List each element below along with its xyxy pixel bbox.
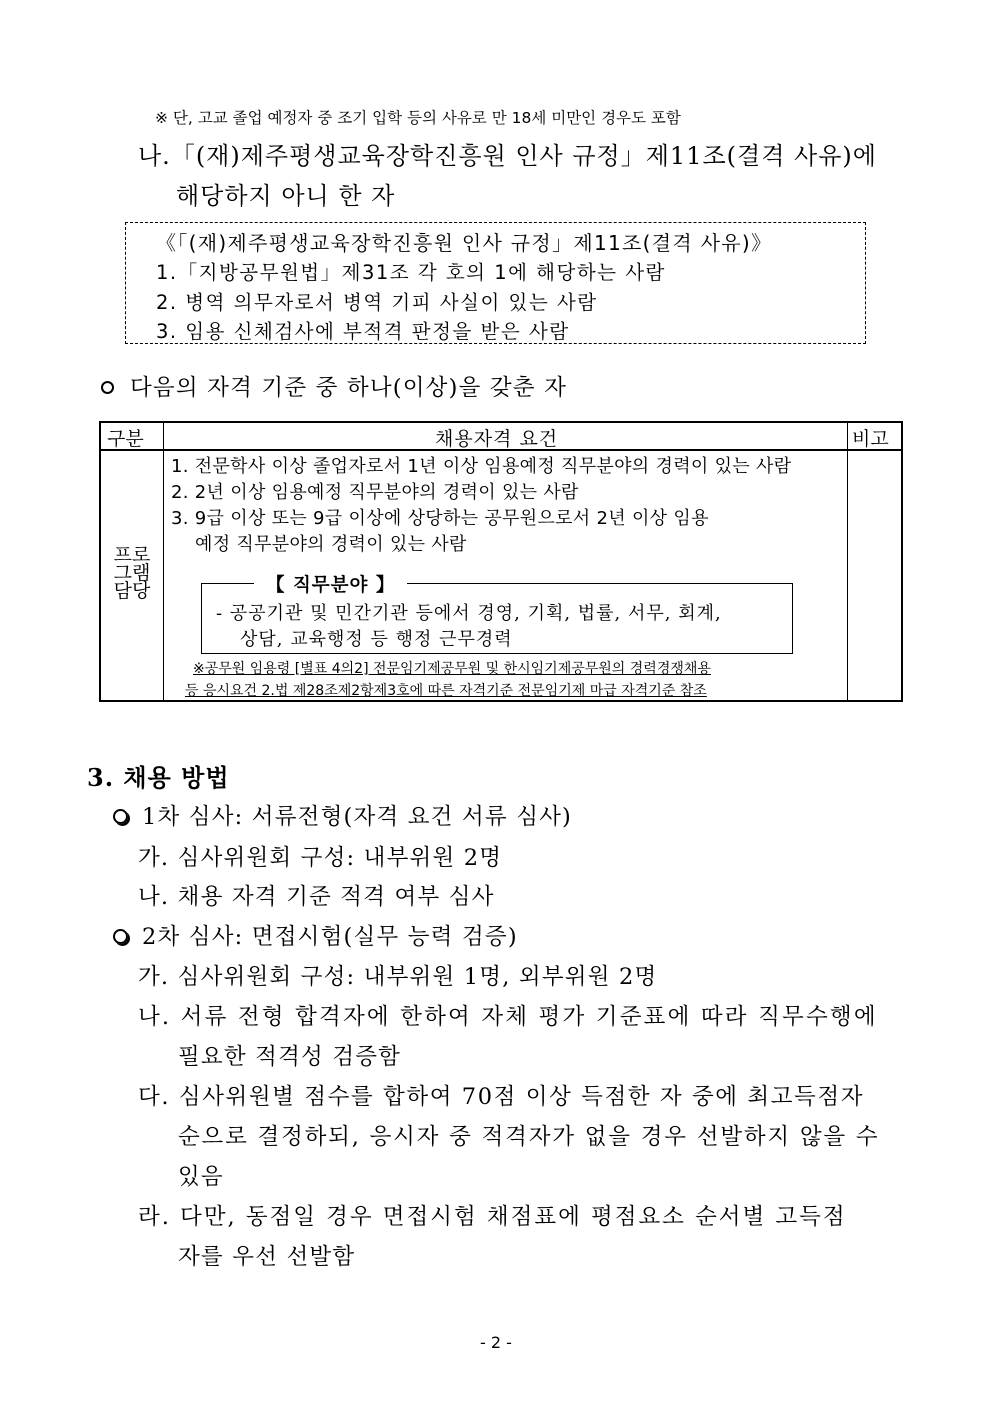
stage1-heading: 1차 심사: 서류전형(자격 요건 서류 심사) (113, 799, 572, 831)
requirement-3: 3. 9급 이상 또는 9급 이상에 상당하는 공무원으로서 2년 이상 임용 (171, 508, 709, 529)
job-field-title: 【 직무분야 】 (254, 571, 407, 597)
table-note-line1: ※공무원 임용령 [별표 4의2] 전문임기제공무원 및 한시임기제공무원의 경력경쟁채용 (193, 661, 711, 677)
requirement-1: 1. 전문학사 이상 졸업자로서 1년 이상 임용예정 직무분야의 경력이 있는 사람 (171, 456, 792, 477)
job-field-line1: - 공공기관 및 민간기관 등에서 경영, 기획, 법률, 서무, 회계, (216, 603, 722, 624)
item-na-line2: 해당하지 아니 한 자 (176, 182, 396, 210)
shadow-circle-bullet-icon (113, 929, 128, 944)
box-item-1: 1.「지방공무원법」제31조 각 호의 1에 해당하는 사람 (156, 261, 666, 284)
stage2-item-na-line1: 나. 서류 전형 합격자에 한하여 자체 평가 기준표에 따라 직무수행에 (138, 1004, 878, 1030)
section3-title: 3. 채용 방법 (87, 763, 230, 792)
disqualification-box (125, 222, 866, 344)
stage2-item-na-line2: 필요한 적격성 검증함 (178, 1044, 402, 1070)
header-remarks: 비고 (852, 428, 889, 450)
stage2-item-ga: 가. 심사위원회 구성: 내부위원 1명, 외부위원 2명 (138, 964, 658, 990)
header-requirements: 채용자격 요건 (435, 428, 559, 450)
stage2-item-da-line3: 있음 (178, 1164, 224, 1190)
page-number: - 2 - (480, 1333, 512, 1352)
item-na-line1: 나.「(재)제주평생교육장학진흥원 인사 규정」제11조(결격 사유)에 (138, 142, 877, 170)
requirement-2: 2. 2년 이상 임용예정 직무분야의 경력이 있는 사람 (171, 482, 579, 503)
stage1-item-ga: 가. 심사위원회 구성: 내부위원 2명 (138, 845, 503, 871)
header-category: 구분 (107, 428, 144, 450)
note-underage: ※ 단, 고교 졸업 예정자 중 조기 입학 등의 사유로 만 18세 미만인 경우도 포함 (155, 109, 681, 127)
category-program: 프로 그램 담당 (113, 544, 151, 602)
job-field-line2: 상담, 교육행정 등 행정 근무경력 (240, 629, 513, 650)
stage1-item-na: 나. 채용 자격 기준 적격 여부 심사 (138, 884, 495, 910)
circle-bullet-icon (101, 381, 114, 394)
requirements-table (99, 421, 903, 702)
box-title: 《「(재)제주평생교육장학진흥원 인사 규정」제11조(결격 사유)》 (156, 231, 773, 255)
stage2-item-ra-line1: 라. 다만, 동점일 경우 면접시험 채점표에 평점요소 순서별 고득점 (138, 1204, 847, 1230)
shadow-circle-bullet-icon (113, 809, 128, 824)
box-item-2: 2. 병역 의무자로서 병역 기피 사실이 있는 사람 (156, 291, 598, 314)
stage2-item-ra-line2: 자를 우선 선발함 (178, 1244, 356, 1270)
stage2-item-da-line1: 다. 심사위원별 점수를 합하여 70점 이상 득점한 자 중에 최고득점자 (138, 1084, 865, 1110)
requirement-3-cont: 예정 직무분야의 경력이 있는 사람 (195, 534, 467, 555)
job-field-box (201, 575, 793, 654)
stage2-heading: 2차 심사: 면접시험(실무 능력 검증) (113, 919, 518, 951)
criteria-heading: 다음의 자격 기준 중 하나(이상)을 갖춘 자 (101, 370, 567, 402)
stage2-item-da-line2: 순으로 결정하되, 응시자 중 적격자가 없을 경우 선발하지 않을 수 (178, 1124, 880, 1150)
table-note-line2: 등 응시요건 2.법 제28조제2항제3호에 따른 자격기준 전문임기제 마급 자격기준 참조 (185, 683, 707, 699)
box-item-3: 3. 임용 신체검사에 부적격 판정을 받은 사람 (156, 320, 570, 343)
